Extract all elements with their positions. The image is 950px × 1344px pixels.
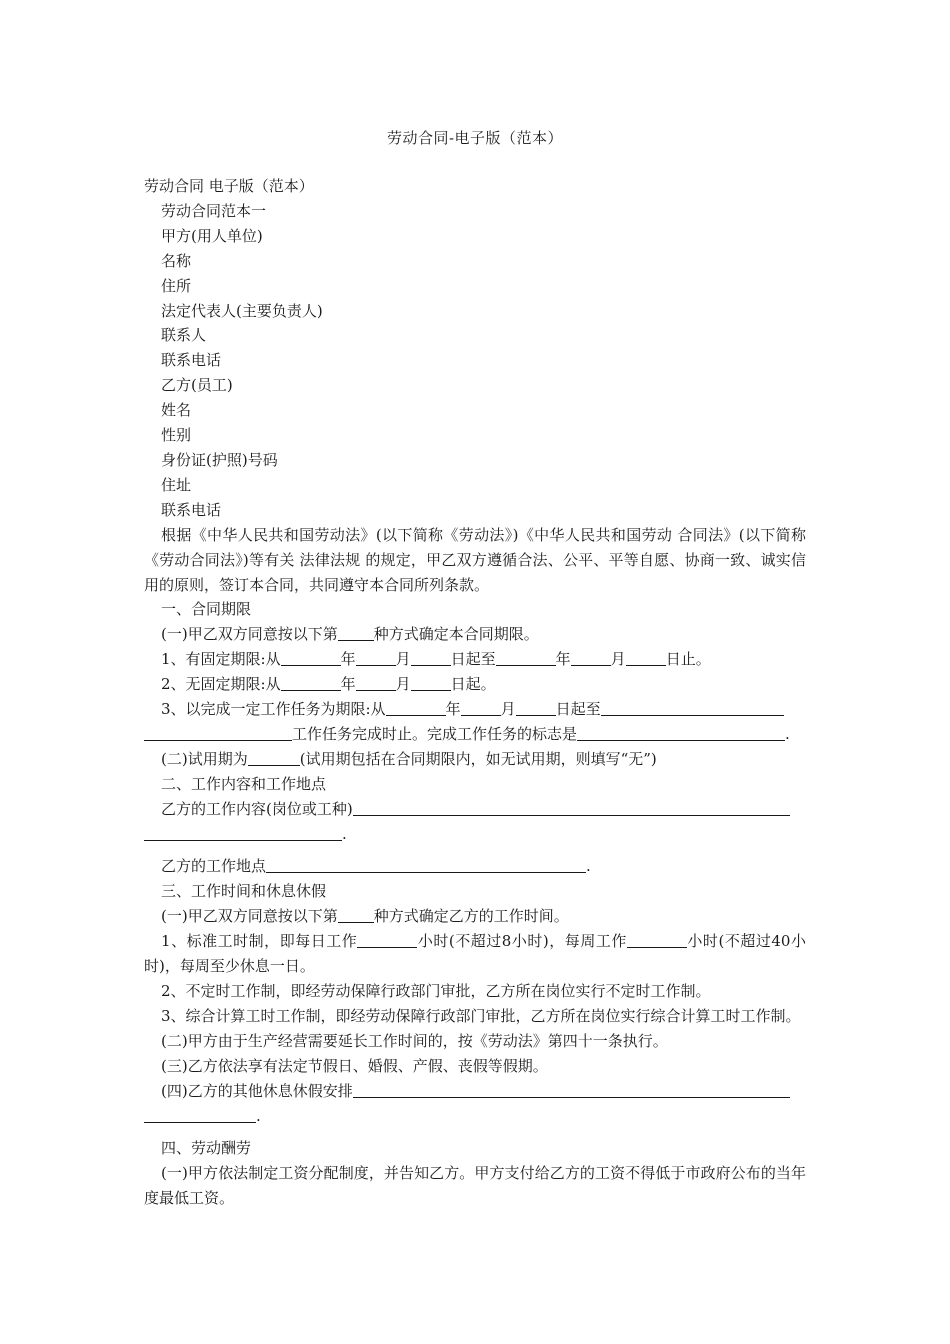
standard-hours-prefix: 1、标准工时制，即每日工作 [161, 932, 358, 951]
work-location-line [144, 854, 806, 879]
other-leave-continuation [144, 1104, 806, 1129]
fixed-term-label: 1、有固定期限:从 [161, 650, 281, 669]
fixed-year-text: 年 [340, 650, 356, 669]
document-body [144, 174, 806, 1211]
fixed-start-month-blank[interactable] [356, 648, 396, 666]
probation-label: (二)试用期为 [161, 749, 248, 768]
work-hours-method-clause [144, 904, 806, 929]
open-start-year-blank[interactable] [281, 673, 341, 691]
probation-blank[interactable] [248, 748, 300, 766]
probation-line [144, 747, 806, 772]
fixed-month-text: 月 [395, 650, 411, 669]
party-b-phone-label: 联系电话 [161, 500, 222, 519]
task-complete-text: 工作任务完成时止。完成工作任务的标志是 [292, 724, 578, 743]
term-method-blank[interactable] [338, 623, 374, 641]
task-term-label: 3、以完成一定工作任务为期限:从 [161, 700, 386, 719]
work-content-line [144, 797, 806, 822]
template-name: 劳动合同范本一 [161, 201, 267, 220]
open-year-text: 年 [340, 675, 356, 694]
fixed-end-day-blank[interactable] [626, 648, 666, 666]
term-method-prefix: (一)甲乙双方同意按以下第 [161, 625, 338, 644]
other-leave-blank[interactable] [353, 1080, 790, 1098]
task-month-text: 月 [500, 700, 516, 719]
term-method-clause [144, 622, 806, 647]
task-completion-mark-blank[interactable] [577, 723, 785, 741]
comprehensive-hours-paragraph: 3、综合计算工时工作制，即经劳动保障行政部门审批，乙方所在岗位实行综合计算工时工作制。 [161, 1006, 801, 1025]
open-start-month-blank[interactable] [356, 673, 396, 691]
party-b-heading: 乙方(员工) [161, 376, 233, 395]
fixed-end-year-text: 年 [555, 650, 571, 669]
other-leave-line [144, 1079, 806, 1104]
party-a-phone-label: 联系电话 [161, 351, 222, 370]
task-end-blank[interactable] [601, 698, 784, 716]
task-from-to-text: 日起至 [555, 700, 601, 719]
party-a-heading: 甲方(用人单位) [161, 226, 263, 245]
fixed-end-month-text: 月 [610, 650, 626, 669]
standard-hours-middle: 小时(不超过8小时)，每周工作 [417, 932, 627, 951]
party-a-contact-label: 联系人 [161, 326, 207, 345]
standard-hours-suffix: 小时(不超过40小时)，每周至少休息一日。 [144, 932, 806, 976]
section-2-heading: 二、工作内容和工作地点 [161, 774, 327, 793]
term-method-suffix: 种方式确定本合同期限。 [373, 625, 539, 644]
work-content-continuation-blank[interactable] [144, 823, 342, 841]
task-start-day-blank[interactable] [516, 698, 556, 716]
section-3-heading: 三、工作时间和休息休假 [161, 882, 327, 901]
work-hours-method-blank[interactable] [338, 905, 374, 923]
work-content-label: 乙方的工作内容(岗位或工种) [161, 799, 353, 818]
open-term-label: 2、无固定期限:从 [161, 675, 281, 694]
other-leave-continuation-blank[interactable] [144, 1105, 256, 1123]
task-term-line [144, 697, 806, 722]
party-a-name-label: 名称 [161, 251, 192, 270]
party-b-address-label: 住址 [161, 475, 192, 494]
probation-note: (试用期包括在合同期限内，如无试用期，则填写“无”) [299, 749, 657, 768]
other-leave-period: . [256, 1106, 261, 1125]
work-hours-method-prefix: (一)甲乙双方同意按以下第 [161, 907, 338, 926]
holidays-line: (三)乙方依法享有法定节假日、婚假、产假、丧假等假期。 [161, 1056, 548, 1075]
document-title: 劳动合同-电子版（范本） [386, 129, 564, 147]
work-content-period: . [342, 824, 347, 843]
work-hours-method-suffix: 种方式确定乙方的工作时间。 [373, 907, 569, 926]
weekly-hours-blank[interactable] [627, 930, 687, 948]
work-location-period: . [586, 857, 591, 876]
overtime-line: (二)甲方由于生产经营需要延长工作时间的，按《劳动法》第四十一条执行。 [161, 1031, 668, 1050]
task-start-month-blank[interactable] [461, 698, 501, 716]
open-start-text: 日起。 [450, 675, 496, 694]
section-1-heading: 一、合同期限 [161, 600, 252, 619]
open-month-text: 月 [395, 675, 411, 694]
party-b-name-label: 姓名 [161, 401, 192, 420]
party-b-gender-label: 性别 [161, 426, 192, 445]
preamble-paragraph: 根据《中华人民共和国劳动法》(以下简称《劳动法》)《中华人民共和国劳动 合同法》(以下简称《劳动合同法》)等有关 法律法规 的规定，甲乙双方遵循合法、公平、平等自愿、协商一致、诚实信用的原则，签订本合同，共同遵守本合同所列条款。 [144, 525, 806, 594]
task-year-text: 年 [445, 700, 461, 719]
fixed-start-year-blank[interactable] [281, 648, 341, 666]
fixed-start-day-blank[interactable] [411, 648, 451, 666]
document-subtitle: 劳动合同 电子版（范本） [144, 177, 314, 195]
open-start-day-blank[interactable] [411, 673, 451, 691]
work-location-label: 乙方的工作地点 [161, 857, 267, 876]
open-term-line [144, 672, 806, 697]
task-start-year-blank[interactable] [386, 698, 446, 716]
task-complete-line [144, 722, 806, 747]
wage-paragraph: (一)甲方依法制定工资分配制度，并告知乙方。甲方支付给乙方的工资不得低于市政府公布的当年度最低工资。 [144, 1164, 806, 1208]
work-location-blank[interactable] [266, 855, 586, 873]
work-content-continuation [144, 822, 806, 847]
fixed-end-text: 日止。 [665, 650, 711, 669]
standard-hours-paragraph [144, 929, 806, 979]
other-leave-label: (四)乙方的其他休息休假安排 [161, 1081, 353, 1100]
daily-hours-blank[interactable] [357, 930, 417, 948]
fixed-term-line [144, 647, 806, 672]
fixed-from-to-text: 日起至 [450, 650, 496, 669]
task-end-continuation-blank[interactable] [144, 723, 292, 741]
fixed-end-year-blank[interactable] [496, 648, 556, 666]
flexible-hours-line: 2、不定时工作制，即经劳动保障行政部门审批，乙方所在岗位实行不定时工作制。 [161, 982, 711, 1000]
section-4-heading: 四、劳动酬劳 [161, 1139, 252, 1158]
party-b-id-label: 身份证(护照)号码 [161, 450, 278, 469]
party-a-address-label: 住所 [161, 276, 192, 295]
fixed-end-month-blank[interactable] [571, 648, 611, 666]
party-a-legal-rep-label: 法定代表人(主要负责人) [161, 301, 323, 320]
task-complete-period: . [785, 724, 790, 743]
work-content-blank[interactable] [353, 798, 790, 816]
